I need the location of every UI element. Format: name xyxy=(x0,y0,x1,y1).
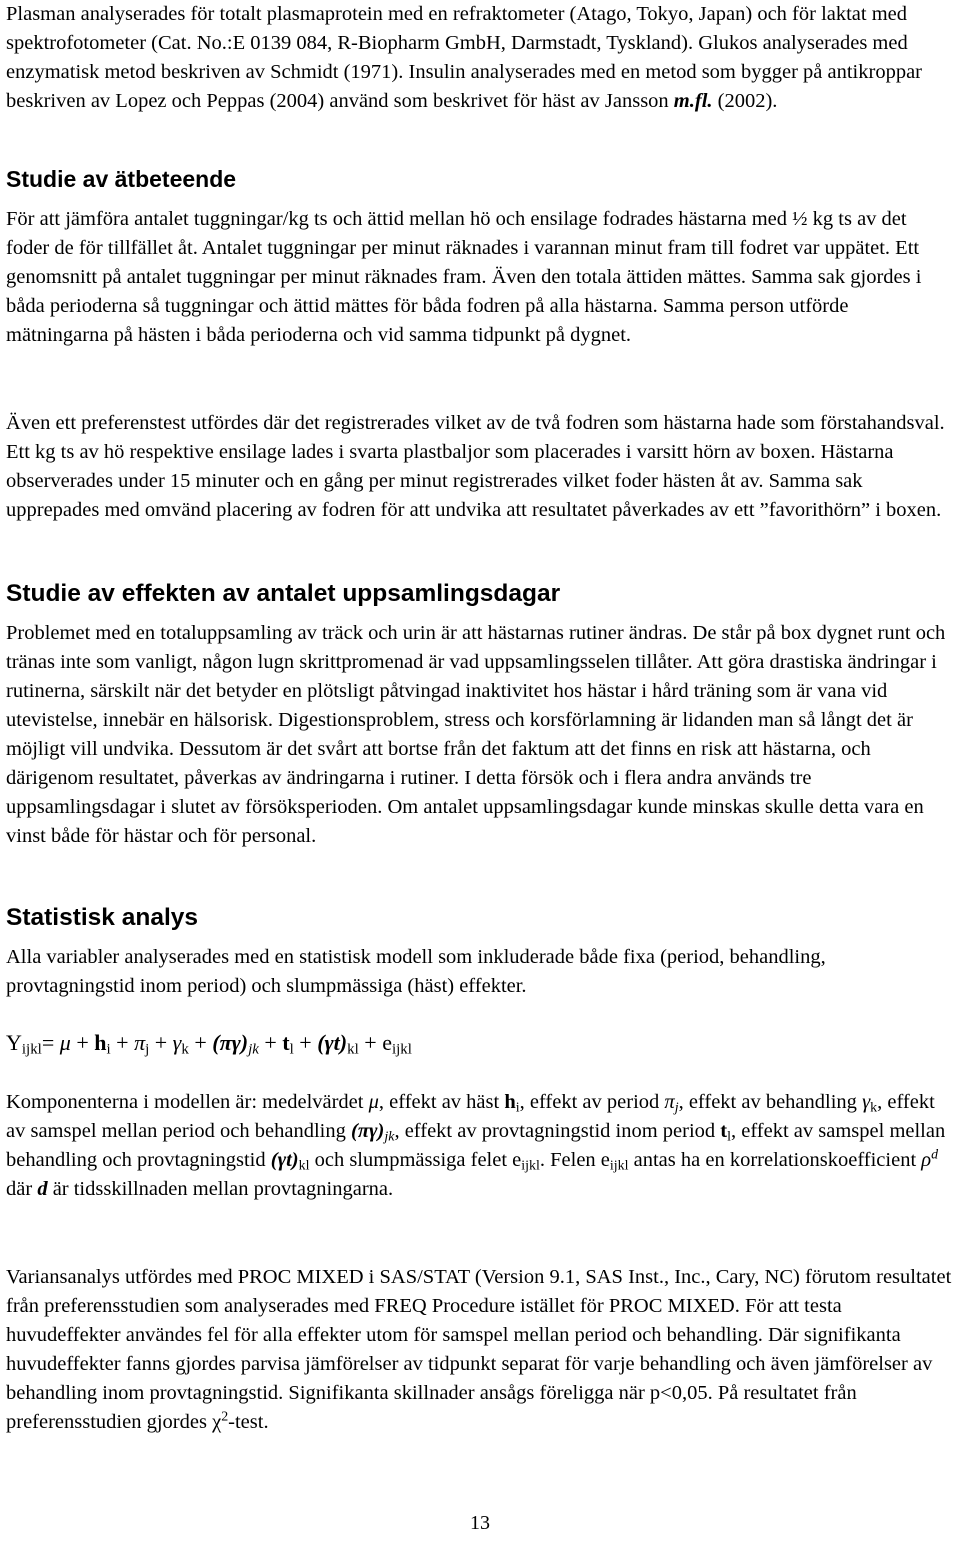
eating-paragraph-2: Även ett preferenstest utfördes där det registrerades vilket av de två fodren som hästarna hade som förstahandsval. Ett kg ts av hö respektive ensilage lades i svarta plastbaljor som placerades i varsitt hörn av boxen. Hästarna observerades under 15 minuter och en gång per minut registrerades vilket foder hästen åt av. Samma sak upprepades med omvänd placering av fodren för att undvika att resultatet påverkades av ett ”favorithörn” i boxen. xyxy=(6,412,945,521)
stats-paragraph-1: Alla variabler analyserades med en statistisk modell som inkluderade både fixa (period, behandling, provtagningstid inom period) och slumpmässiga (häst) effekter. xyxy=(6,946,826,997)
intro-paragraph xyxy=(6,0,954,116)
heading-statistics: Statistisk analys xyxy=(6,904,199,931)
intro-text-end: (2002). xyxy=(712,90,778,112)
intro-italic-abbrev: m.fl. xyxy=(673,90,713,112)
page-number: 13 xyxy=(470,1512,490,1534)
eating-paragraph-1: För att jämföra antalet tuggningar/kg ts och ättid mellan hö och ensilage fodrades hästarna med ½ kg ts av det foder de för tillfället åt. Antalet tuggningar per minut räknades i varannan minut fram till fodret var uppätet. Ett genomsnitt på antalet tuggningar per minut räknades fram. Även den totala ättiden mättes. Samma sak gjordes i båda perioderna så tuggningar och ättid mättes för båda fodren på alla hästarna. Samma person utförde mätningarna på hästen i båda perioderna och vid samma tidpunkt på dygnet. xyxy=(6,208,922,346)
stats-paragraph-3: Variansanalys utfördes med PROC MIXED i SAS/STAT (Version 9.1, SAS Inst., Inc., Cary, NC) förutom resultatet från preferensstudien som analyserades med FREQ Procedure istället för PROC MIXED. För att testa huvudeffekter användes fel för alla effekter utom för samspel mellan period och behandling. Där signifikanta huvudeffekter fanns gjordes parvisa jämförelser av tidpunkt separat för varje behandling och även jämförelser av behandling inom provtagningstid. Signifikanta skillnader ansågs föreligga när p<0,05. På resultatet från preferensstudien gjordes $\chi^2$-test. xyxy=(6,1266,952,1433)
intro-text: Plasman analyserades för totalt plasmaprotein med en refraktometer (Atago, Tokyo, Japan) och för laktat med spektrofotometer (Cat. No.:E 0139 084, R-Biopharm GmbH, Darmstadt, Tyskland). Glukos analyserades med enzymatisk metod beskriven av Schmidt (1971). Insulin analyserades med en metod som bygger på antikroppar beskriven av Lopez och Peppas (2004) använd som beskrivet för häst av Jansson xyxy=(6,3,923,112)
collection-paragraph: Problemet med en totaluppsamling av träck och urin är att hästarnas rutiner ändras. De står på box dygnet runt och tränas inte som vanligt, någon lugn skrittpromenad är vad uppsamlingsselen tillåter. Att göra drastiska ändringar i rutinerna, särskilt när det betyder en plötsligt påtvingad inaktivitet hos hästar i hård träning som är vana vid utevistelse, innebär en hälsorisk. Digestionsproblem, stress och korsförlamning är lidanden man så långt det är möjligt vill undvika. Dessutom är det svårt att bortse från det faktum att det finns en risk att hästarna, och därigenom resultatet, påverkas av ändringarna i rutiner. I detta försök och i flera andra används tre uppsamlingsdagar i slutet av försöksperioden. Om antalet uppsamlingsdagar kunde minskas skulle detta vara en vinst både för hästar och för personal. xyxy=(6,622,946,847)
heading-collection-study: Studie av effekten av antalet uppsamlingsdagar xyxy=(6,580,561,607)
stats-components-paragraph: Komponenterna i modellen är: medelvärdet μ, effekt av häst $h_i$, effekt av period $\pi_j$, effekt av behandling $\gamma_k$, effekt av samspel mellan period och behandling $(\pi\gamma)_{jk}$, effekt av provtagningstid inom period $t_l$, effekt av samspel mellan behandling och provtagningstid $(\gamma t)_{kl}$ och slumpmässiga felet $e_{ijkl}$. Felen $e_{ijkl}$ antas ha en korrelationskoefficient $\rho^d$ där d är tidsskillnaden mellan provtagningarna. xyxy=(6,1091,946,1200)
heading-eating-study: Studie av ätbeteende xyxy=(6,166,237,192)
model-formula: $Y_{ijkl}= \mu + h_i + \pi_j + \gamma_k + (\pi\gamma)_{jk} + t_l + (\gamma t)_{kl} + e_{ijkl}$ xyxy=(6,1030,412,1058)
